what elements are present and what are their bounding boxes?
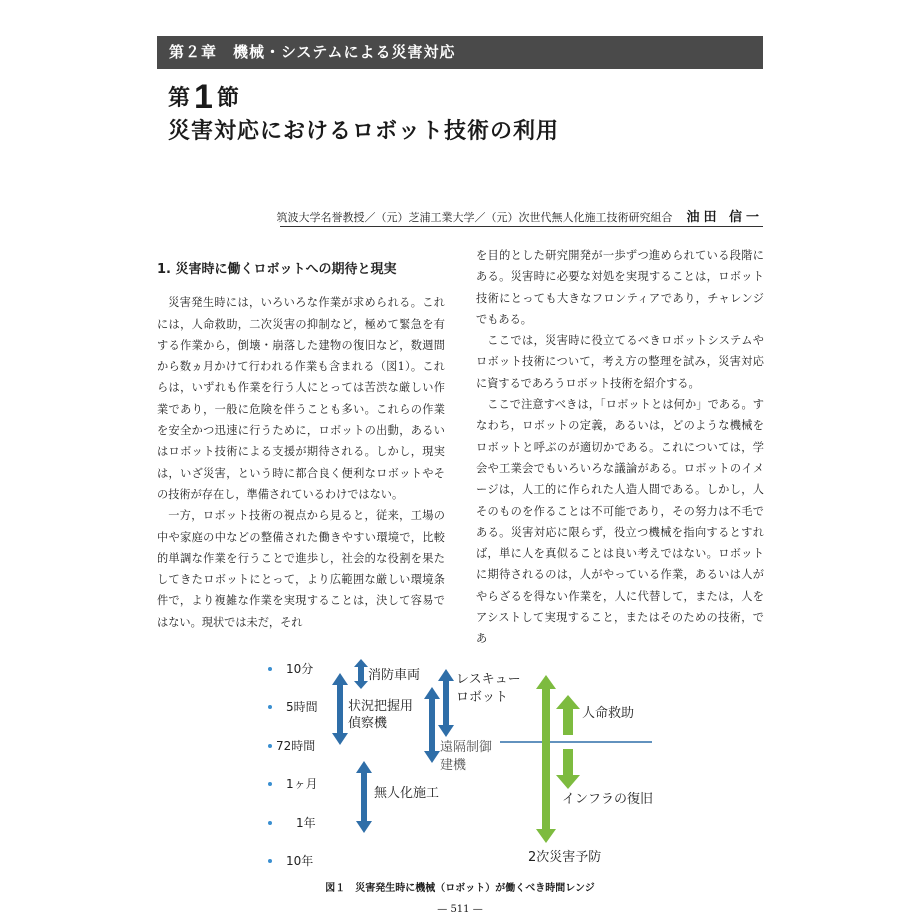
paragraph: ここでは，災害時に役立てるべきロボットシステムやロボット技術について，考え方の整理を試み，災害対応に資するであろうロボット技術を紹介する。 — [476, 334, 764, 390]
survey-label: 偵察機 — [348, 716, 388, 731]
survey-label: 状況把握用 — [348, 699, 414, 714]
right-column — [476, 245, 764, 650]
paragraph: 災害発生時には，いろいろな作業が求められる。これには，人命救助，二次災害の抑制など，極めて緊急を有する作業から，倒壊・崩落した建物の復旧など，数週間から数ヵ月かけて行われる作業も含まれる（図1）。これらは，いずれも作業を行う人にとっては苦渋な厳しい作業であり，一般に危険を伴うことも多い。これらの作業を安全かつ迅速に行うために，ロボットの出動，あるいはロボット技術による支援が期待される。しかし，現実は，いざ災害，という時に都合良く便利なロボットやその技術が存在し，準備されているわけではない。 — [157, 296, 445, 501]
time-label: 1ヶ月 — [286, 777, 318, 791]
unmanned-label: 無人化施工 — [374, 786, 440, 801]
bullet — [268, 782, 272, 786]
time-label: 10年 — [286, 854, 314, 868]
author-affiliation: 筑波大学名誉教授／（元）芝浦工業大学／（元）次世代無人化施工技術研究組合 — [276, 211, 673, 224]
time-axis — [268, 661, 318, 868]
section-heading: 1. 災害時に働くロボットへの期待と現実 — [157, 262, 397, 277]
life-saving-label: 人命救助 — [582, 706, 635, 721]
page-title: 災害対応におけるロボット技術の利用 — [168, 119, 560, 144]
time-label: 1年 — [296, 816, 316, 830]
fire-truck-label: 消防車両 — [368, 668, 421, 683]
life-saving-arrow — [556, 695, 580, 735]
remote-machine-label: 遠隔制御 — [440, 740, 493, 755]
rescue-robot-arrow — [438, 669, 454, 737]
figure-caption: 図１ 災害発生時に機械（ロボット）が働くべき時間レンジ — [325, 883, 595, 894]
bullet — [268, 667, 272, 671]
remote-machine-arrow — [424, 687, 440, 763]
paragraph: を目的とした研究開発が一歩ずつ進められている段階にある。災害時に必要な対処を実現することは，ロボット技術にとっても大きなフロンティアであり，チャレンジでもある。 — [476, 249, 764, 326]
secondary-disaster-label: 2次災害予防 — [528, 850, 602, 865]
section-number — [168, 78, 239, 117]
section-prefix: 第 — [168, 86, 191, 111]
section-suffix: 節 — [216, 86, 239, 111]
left-column — [157, 245, 445, 633]
paragraph: ここで注意すべきは，「ロボットとは何か」である。すなわち，ロボットの定義，あるいは，どのような機械をロボットと呼ぶのが適切かである。これについては，学会や工業会でもいろいろな議論がある。ロボットのイメージは，人工的に作られた人造人間である。しかし，人そのものを作ることは不可能であり，その努力は不毛である。災害対応に限らず，役立つ機械を指向するとすれば，単に人を真似ることは良い考えではない。ロボットに期待されるのは，人がやっている作業，あるいは人がやらざるを得ない作業を，人に代替して，または，人をアシストして実現すること，またはそのための技術，であ — [476, 398, 764, 646]
rescue-robot-label: レスキュー — [456, 672, 521, 687]
author-divider — [280, 226, 763, 227]
time-label: 10分 — [286, 662, 314, 676]
bullet — [268, 821, 272, 825]
figure-time-range — [250, 655, 670, 875]
secondary-disaster-arrow — [536, 675, 556, 843]
rescue-robot-label: ロボット — [456, 690, 509, 705]
unmanned-arrow — [356, 761, 372, 833]
author-name: 油田 信一 — [686, 210, 763, 225]
time-label: 5時間 — [286, 700, 318, 714]
bullet — [268, 859, 272, 863]
infra-arrow — [556, 749, 580, 789]
author-line — [276, 206, 763, 225]
paragraph: 一方，ロボット技術の視点から見ると，従来，工場の中や家庭の中などの整備された働きやすい環境で，比較的単調な作業を行うことで進歩し，社会的な役割を果たしてきたロボットにとって，より広範囲な厳しい環境条件で，より複雑な作業を実現することは，決して容易ではない。現状では未だ，それ — [157, 509, 445, 629]
chapter-header: 第２章 機械・システムによる災害対応 — [157, 36, 763, 69]
bullet — [268, 705, 272, 709]
fire-truck-arrow — [354, 659, 368, 689]
survey-arrow — [332, 673, 348, 745]
page-number: — 511 — — [437, 904, 483, 915]
section-number-digit: 1 — [194, 78, 213, 116]
bullet — [268, 744, 272, 748]
infra-label: インフラの復旧 — [562, 792, 654, 807]
time-label: 72時間 — [276, 739, 316, 753]
remote-machine-label: 建機 — [440, 758, 467, 773]
